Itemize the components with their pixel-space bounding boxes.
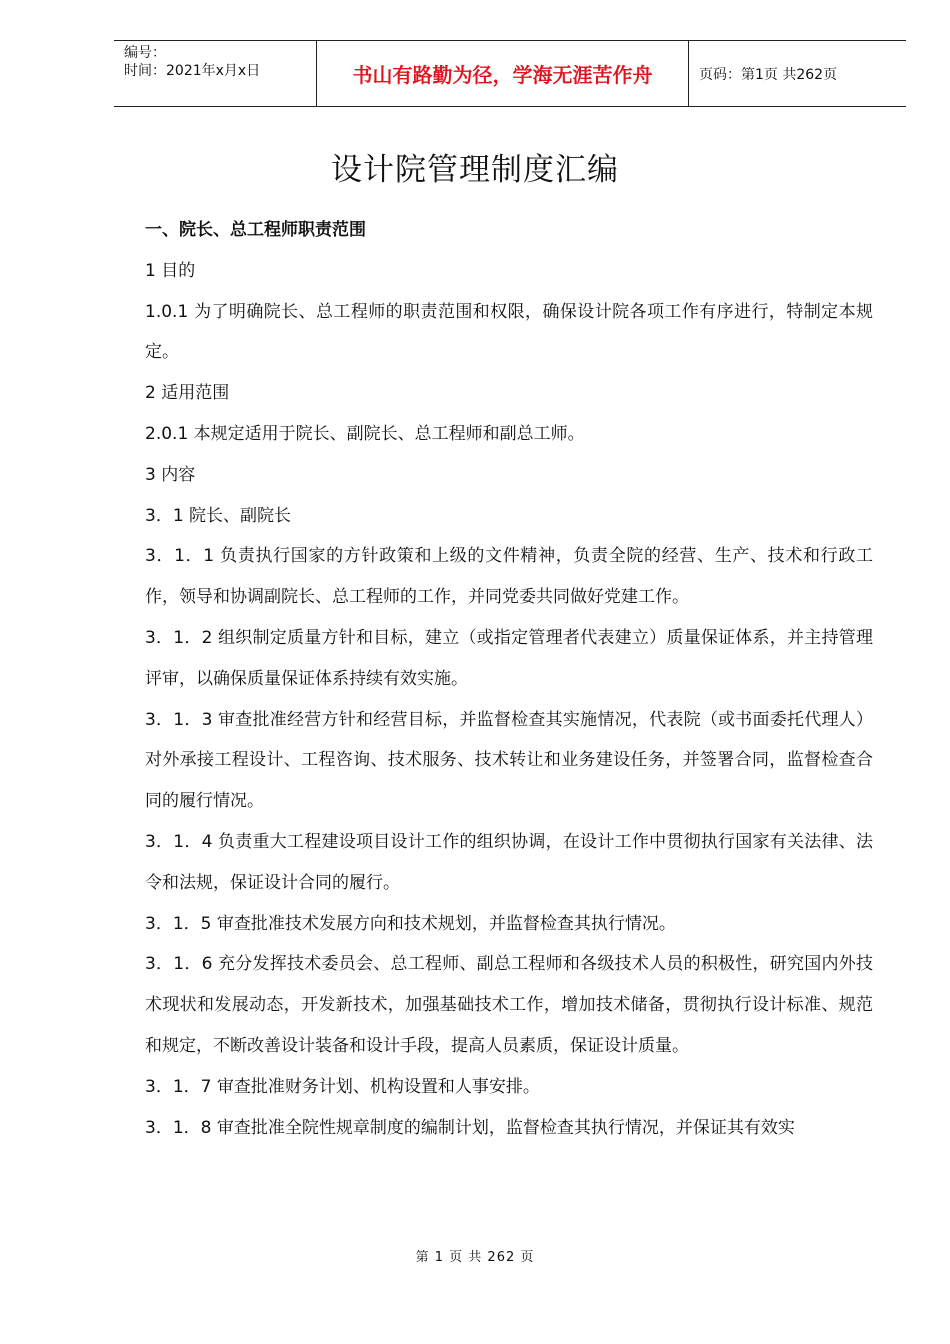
paragraph: 3．1 院长、副院长 — [145, 505, 292, 526]
time-label: 时间：2021年x月x日 — [124, 63, 261, 79]
document-body — [145, 210, 873, 1148]
paragraph: 3．1．8 审查批准全院性规章制度的编制计划，监督检查其执行情况，并保证其有效实 — [145, 1117, 795, 1138]
paragraph: 3．1．5 审查批准技术发展方向和技术规划，并监督检查其执行情况。 — [145, 913, 676, 934]
page-info-text: 页码：第1页 共262页 — [699, 66, 838, 83]
page-footer: 第 1 页 共 262 页 — [415, 1250, 535, 1265]
paragraph: 1.0.1 为了明确院长、总工程师的职责范围和权限，确保设计院各项工作有序进行，特制定本规定。 — [145, 301, 873, 363]
header-left-cell — [114, 41, 316, 106]
paragraph: 3．1．4 负责重大工程建设项目设计工作的组织协调，在设计工作中贯彻执行国家有关法律、法令和法规，保证设计合同的履行。 — [145, 831, 873, 893]
page-info-cell — [689, 41, 906, 106]
document-title: 设计院管理制度汇编 — [331, 152, 619, 188]
serial-number-label: 编号： — [124, 45, 166, 61]
paragraph: 3．1．2 组织制定质量方针和目标，建立（或指定管理者代表建立）质量保证体系，并主持管理评审，以确保质量保证体系持续有效实施。 — [145, 627, 873, 689]
paragraph: 1 目的 — [145, 260, 196, 281]
paragraph: 3．1．3 审查批准经营方针和经营目标，并监督检查其实施情况，代表院（或书面委托代理人）对外承接工程设计、工程咨询、技术服务、技术转让和业务建设任务，并签署合同，监督检查合同的履行情况。 — [145, 709, 873, 812]
paragraph: 2.0.1 本规定适用于院长、副院长、总工程师和副总工师。 — [145, 423, 585, 444]
section-heading: 一、院长、总工程师职责范围 — [145, 220, 366, 240]
paragraph: 3 内容 — [145, 464, 196, 485]
paragraph: 3．1．6 充分发挥技术委员会、总工程师、副总工程师和各级技术人员的积极性，研究国内外技术现状和发展动态，开发新技术，加强基础技术工作，增加技术储备，贯彻执行设计标准、规范和规定，不断改善设计装备和设计手段，提高人员素质，保证设计质量。 — [145, 954, 873, 1056]
motto-cell — [316, 41, 689, 106]
paragraph: 2 适用范围 — [145, 383, 230, 404]
header-table — [114, 40, 906, 107]
paragraph: 3．1．1 负责执行国家的方针政策和上级的文件精神，负责全院的经营、生产、技术和行政工作，领导和协调副院长、总工程师的工作，并同党委共同做好党建工作。 — [145, 546, 873, 608]
motto-text: 书山有路勤为径，学海无涯苦作舟 — [352, 63, 653, 87]
paragraph: 3．1．7 审查批准财务计划、机构设置和人事安排。 — [145, 1076, 540, 1097]
